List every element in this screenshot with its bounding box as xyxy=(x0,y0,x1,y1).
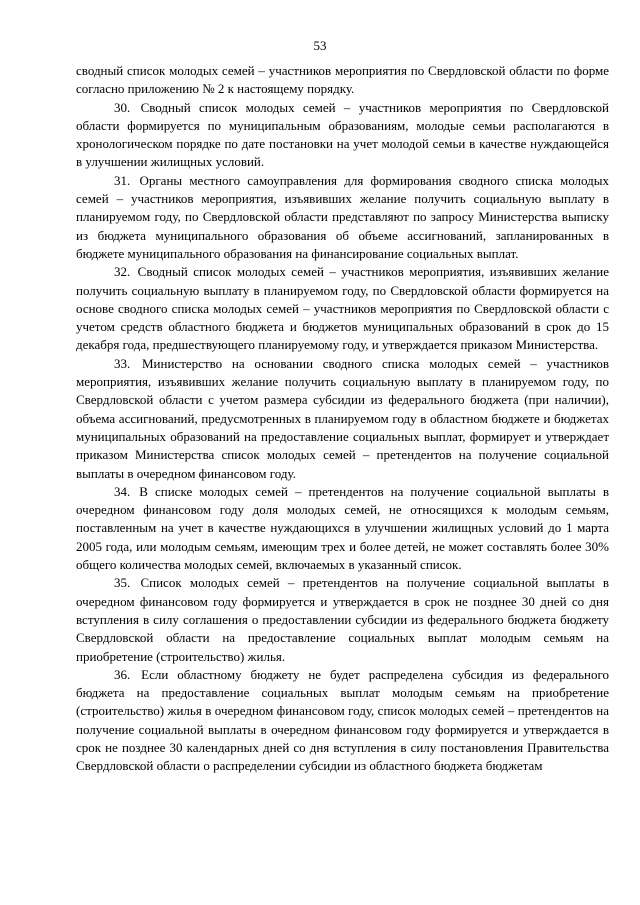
paragraph-31 xyxy=(76,172,609,263)
paragraph-number: 32. xyxy=(114,264,131,280)
paragraph-35 xyxy=(76,574,609,665)
page-number: 53 xyxy=(313,38,327,53)
paragraph-number: 33. xyxy=(114,355,131,371)
document-body xyxy=(76,62,609,776)
paragraph-number: 34. xyxy=(114,483,131,499)
paragraph-32 xyxy=(76,263,609,354)
paragraph-33 xyxy=(76,355,609,483)
paragraph-text: Органы местного самоуправления для формирования сводного списка молодых семей – участников мероприятия, изъявивших желание получить социальную выплату в планируемом году, по Свердловской области представляют по запросу Министерства выписку из бюджета муниципального образования об объеме ассигнований, запланированных в бюджете муниципального образования на финансирование социальных выплат. xyxy=(76,172,610,261)
paragraph-text: Сводный список молодых семей – участников мероприятия, изъявивших желание получить социальную выплату в планируемом году, по Свердловской области формируется на основе сводного списка молодых семей – участников мероприятия по Свердловской области с учетом средств областного бюджета и бюджетов муниципальных образований в срок до 15 декабря года, предшествующего планируемому году, и утверждается приказом Министерства. xyxy=(76,264,610,353)
paragraph-34 xyxy=(76,483,609,574)
paragraph-text: Список молодых семей – претендентов на получение социальной выплаты в очередном финансовом году формируется и утверждается в срок не позднее 30 дней со дня вступления в силу соглашения о предоставлении субсидии из федерального бюджета бюджету Свердловской области на предоставление социальных выплат молодым семьям на приобретение (строительство) жилья. xyxy=(76,575,609,664)
paragraph-text: В списке молодых семей – претендентов на получение социальной выплаты в очередном финансовом году доля молодых семей, не относящихся к молодым семьям, поставленным на учет в качестве нуждающихся в улучшении жилищных условий до 1 марта 2005 года, или молодым семьям, имеющим трех и более детей, не может составлять более 30% общего количества молодых семей, включаемых в указанный список. xyxy=(76,483,609,573)
paragraph-text: сводный список молодых семей – участников мероприятия по Свердловской области по форме согласно приложению № 2 к настоящему порядку. xyxy=(76,63,609,97)
paragraph-number: 36. xyxy=(114,666,131,682)
paragraph-number: 31. xyxy=(114,172,131,188)
paragraph-continuation xyxy=(76,62,609,99)
paragraph-text: Если областному бюджету не будет распределена субсидия из федерального бюджета на предоставление социальных выплат молодым семьям на приобретение (строительство) жилья в очередном финансовом году, список молодых семей – претендентов на получение социальной выплаты в очередном финансовом году формируется и утверждается в срок не позднее 30 календарных дней со дня вступления в силу постановления Правительства Свердловской области о распределении субсидии из областного бюджета бюджетам xyxy=(76,666,609,774)
paragraph-36 xyxy=(76,666,609,776)
paragraph-number: 35. xyxy=(114,575,131,591)
paragraph-number: 30. xyxy=(114,99,131,115)
paragraph-text: Сводный список молодых семей – участников мероприятия по Свердловской области формируется по муниципальным образованиям, молодые семьи располагаются в хронологическом порядке по дате постановки на учет молодой семьи в качестве нуждающейся в улучшении жилищных условий. xyxy=(76,99,610,170)
paragraph-text: Министерство на основании сводного списка молодых семей – участников мероприятия, изъявивших желание получить социальную выплату в планируемом году, по Свердловской области с учетом размера субсидии из федерального бюджета (при наличии), объема ассигнований, предусмотренных в планируемом году в областном бюджете и бюджетах муниципальных образований на предоставление социальных выплат, формирует и утверждает приказом Министерства список молодых семей – претендентов на получение социальной выплаты в очередном финансовом году. xyxy=(76,355,609,481)
paragraph-30 xyxy=(76,99,609,172)
